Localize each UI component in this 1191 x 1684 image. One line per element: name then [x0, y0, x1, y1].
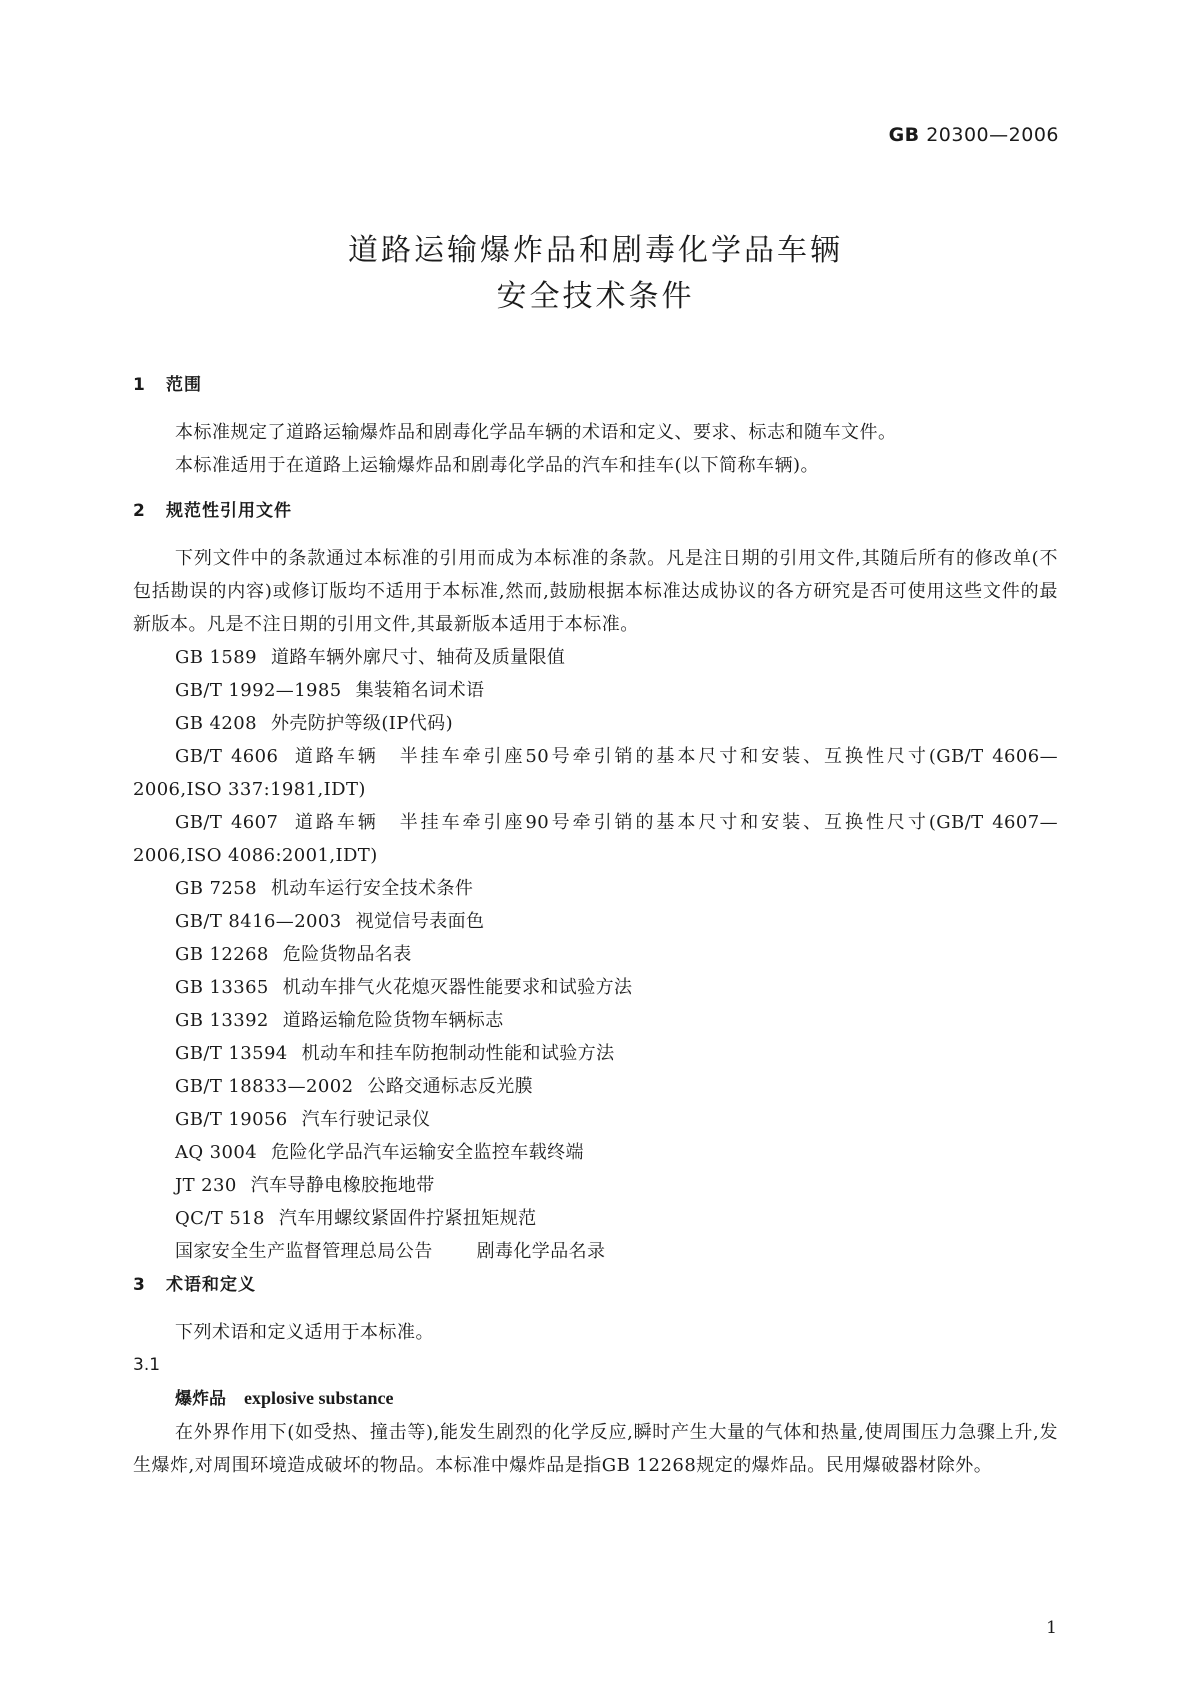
reference-code: GB 4208 [175, 713, 257, 734]
reference-item-announcement [133, 1235, 1058, 1268]
page-number: 1 [1046, 1618, 1057, 1638]
section-2-heading [133, 494, 1058, 528]
reference-title: 集装箱名词术语 [355, 680, 485, 701]
reference-title: 道路车辆外廓尺寸、轴荷及质量限值 [270, 647, 566, 668]
reference-item [133, 971, 1058, 1004]
reference-code: GB 12268 [175, 944, 269, 965]
reference-item [133, 1136, 1058, 1169]
reference-item [133, 872, 1058, 905]
reference-item [133, 1169, 1058, 1202]
reference-title: 机动车和挂车防抱制动性能和试验方法 [301, 1043, 615, 1064]
reference-item [133, 1037, 1058, 1070]
section-2-number: 2 [133, 501, 146, 521]
reference-item [133, 1070, 1058, 1103]
term-name-cn: 爆炸品 [175, 1389, 226, 1409]
term-number: 3.1 [133, 1355, 161, 1375]
normative-reference-list [133, 641, 1058, 1268]
reference-code: GB 13392 [175, 1010, 269, 1031]
section-3-heading [133, 1268, 1058, 1302]
reference-item [133, 674, 1058, 707]
reference-title: 机动车排气火花熄灭器性能要求和试验方法 [282, 977, 633, 998]
reference-title: 道路车辆 半挂车牵引座50号牵引销的基本尺寸和安装、互换性尺寸(GB/T 4606—2006,ISO 337:1981,IDT) [133, 746, 1059, 800]
reference-title: 危险化学品汽车运输安全监控车载终端 [271, 1142, 584, 1163]
reference-code: GB 1589 [175, 647, 257, 668]
section-2-title: 规范性引用文件 [166, 501, 292, 521]
reference-code: GB/T 4606 [175, 746, 279, 767]
term-name-en: explosive substance [244, 1388, 394, 1408]
reference-item [133, 740, 1058, 806]
document-code-number: 20300—2006 [926, 124, 1059, 146]
reference-code: GB 7258 [175, 878, 257, 899]
section-1-paragraph: 本标准适用于在道路上运输爆炸品和剧毒化学品的汽车和挂车(以下简称车辆)。 [175, 455, 820, 476]
reference-code: GB/T 1992—1985 [175, 680, 342, 701]
document-title [0, 228, 1191, 320]
reference-title: 汽车导静电橡胶拖地带 [250, 1175, 435, 1196]
term-name [133, 1382, 1058, 1416]
reference-item [133, 806, 1058, 872]
announcement-issuer: 国家安全生产监督管理总局公告 [175, 1241, 433, 1262]
reference-title: 汽车用螺纹紧固件拧紧扭矩规范 [278, 1208, 537, 1229]
reference-item [133, 707, 1058, 740]
section-1-heading [133, 368, 1058, 402]
section-1-paragraph: 本标准规定了道路运输爆炸品和剧毒化学品车辆的术语和定义、要求、标志和随车文件。 [175, 422, 897, 443]
section-1-title: 范围 [166, 375, 202, 395]
document-title-line-1: 道路运输爆炸品和剧毒化学品车辆 [348, 233, 843, 268]
reference-title: 道路运输危险货物车辆标志 [282, 1010, 504, 1031]
reference-title: 外壳防护等级(IP代码) [270, 713, 454, 734]
reference-item [133, 938, 1058, 971]
reference-code: GB/T 18833—2002 [175, 1076, 354, 1097]
reference-code: JT 230 [175, 1175, 237, 1196]
document-title-line-2: 安全技术条件 [496, 279, 695, 314]
reference-title: 汽车行驶记录仪 [301, 1109, 431, 1130]
reference-code: GB/T 13594 [175, 1043, 288, 1064]
reference-item [133, 1103, 1058, 1136]
section-1-number: 1 [133, 375, 146, 395]
reference-item [133, 905, 1058, 938]
section-3-title: 术语和定义 [166, 1275, 256, 1295]
reference-item [133, 1202, 1058, 1235]
reference-title: 道路车辆 半挂车牵引座90号牵引销的基本尺寸和安装、互换性尺寸(GB/T 4607—2006,ISO 4086:2001,IDT) [133, 812, 1059, 866]
reference-code: GB/T 8416—2003 [175, 911, 342, 932]
reference-title: 机动车运行安全技术条件 [270, 878, 474, 899]
document-code [889, 124, 1059, 146]
reference-title: 公路交通标志反光膜 [367, 1076, 534, 1097]
section-3-number: 3 [133, 1275, 146, 1295]
section-2-intro: 下列文件中的条款通过本标准的引用而成为本标准的条款。凡是注日期的引用文件,其随后所有的修改单(不包括勘误的内容)或修订版均不适用于本标准,然而,鼓励根据本标准达成协议的各方研究是否可使用这些文件的最新版本。凡是不注日期的引用文件,其最新版本适用于本标准。 [133, 548, 1058, 635]
document-body [133, 368, 1058, 1482]
reference-code: GB/T 4607 [175, 812, 279, 833]
announcement-title: 剧毒化学品名录 [476, 1241, 606, 1262]
term-definition: 在外界作用下(如受热、撞击等),能发生剧烈的化学反应,瞬时产生大量的气体和热量,使周围压力急骤上升,发生爆炸,对周围环境造成破坏的物品。本标准中爆炸品是指GB 12268规定的爆炸品。民用爆破器材除外。 [133, 1422, 1058, 1476]
reference-code: AQ 3004 [175, 1142, 258, 1163]
section-3-intro: 下列术语和定义适用于本标准。 [175, 1322, 434, 1343]
reference-title: 视觉信号表面色 [355, 911, 485, 932]
reference-item [133, 641, 1058, 674]
reference-code: QC/T 518 [175, 1208, 265, 1229]
document-code-prefix: GB [888, 124, 920, 146]
reference-code: GB 13365 [175, 977, 269, 998]
reference-code: GB/T 19056 [175, 1109, 288, 1130]
reference-item [133, 1004, 1058, 1037]
reference-title: 危险货物品名表 [282, 944, 412, 965]
